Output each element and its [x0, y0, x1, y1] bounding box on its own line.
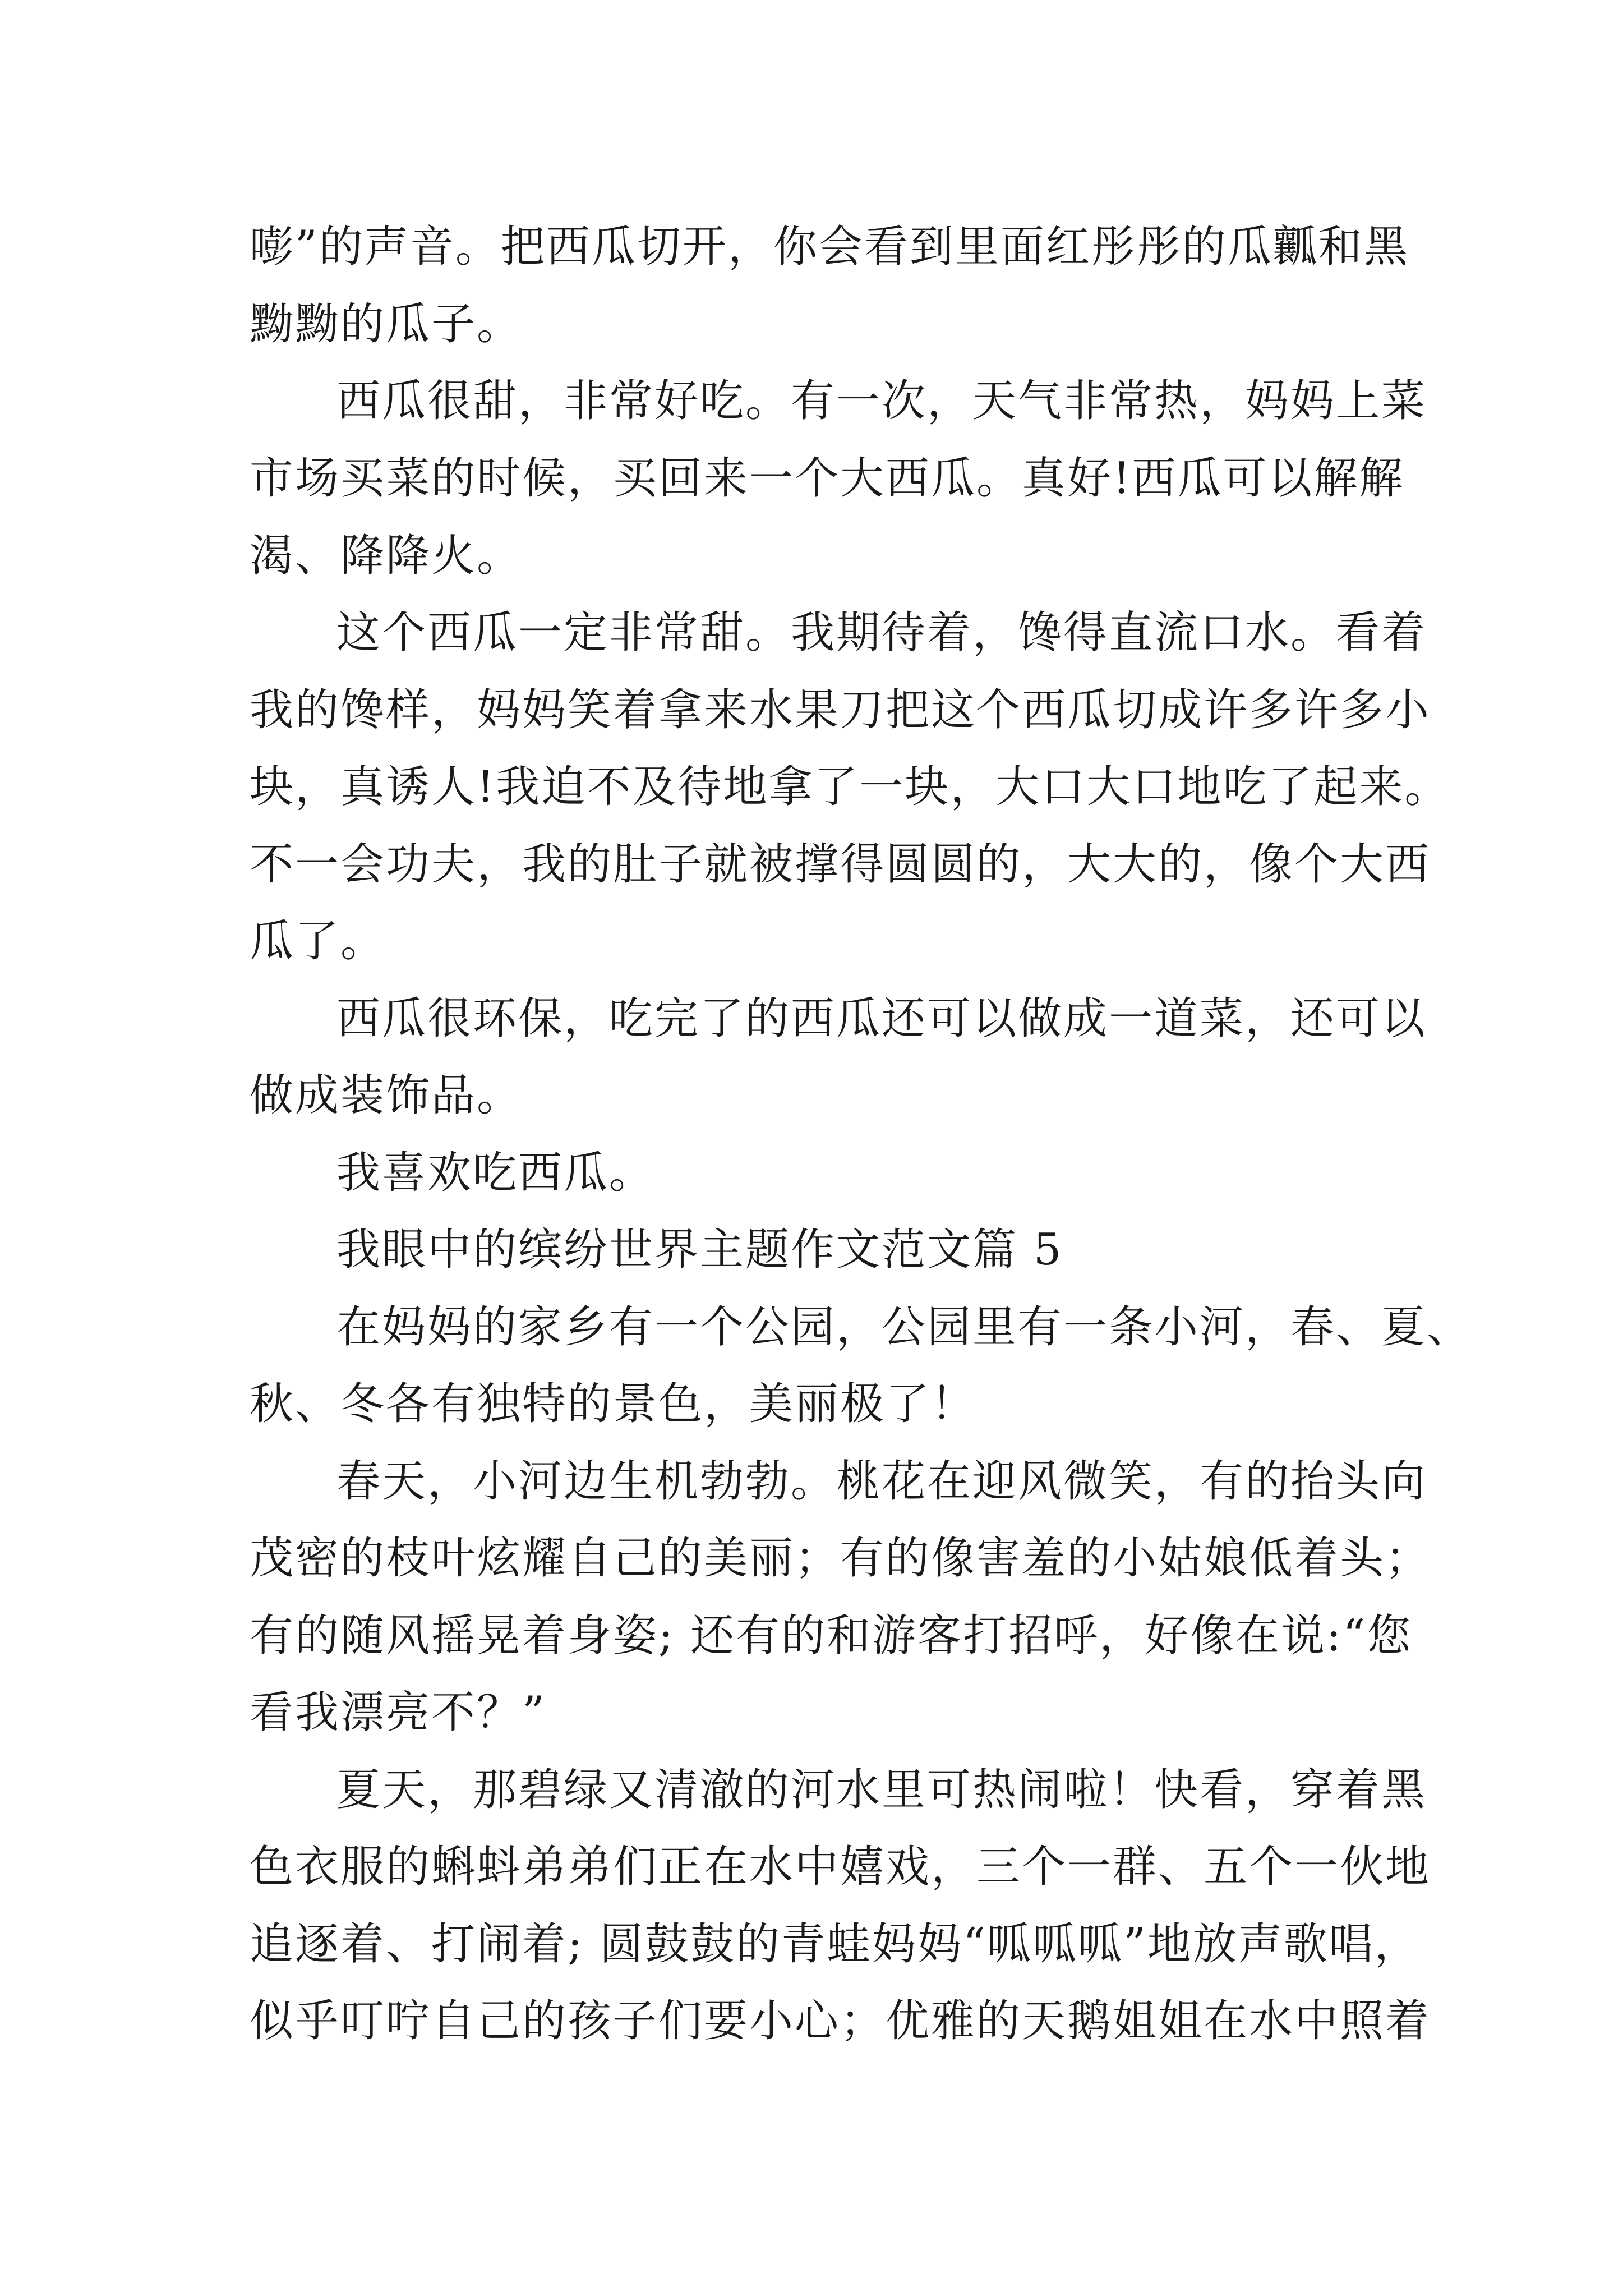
- text-line: 瓜了。: [250, 916, 386, 967]
- text-line: 似乎叮咛自己的孩子们要小心；优雅的天鹅姐姐在水中照着: [250, 1996, 1431, 2046]
- section-heading: 我眼中的缤纷世界主题作文范文篇 5: [336, 1225, 1063, 1275]
- text-line: 渴、降降火。: [250, 531, 523, 581]
- paragraph-line: 西瓜很甜，非常好吃。有一次，天气非常热，妈妈上菜: [336, 376, 1427, 426]
- paragraph-line: 这个西瓜一定非常甜。我期待着，馋得直流口水。看着: [336, 608, 1427, 658]
- paragraph-line: 夏天，那碧绿又清澈的河水里可热闹啦！快看，穿着黑: [336, 1765, 1427, 1815]
- paragraph-line: 春天，小河边生机勃勃。桃花在迎风微笑，有的抬头向: [336, 1456, 1427, 1507]
- text-line: 有的随风摇晃着身姿; 还有的和游客打招呼，好像在说:“您: [250, 1611, 1413, 1661]
- text-line: 看我漂亮不？”: [250, 1687, 546, 1738]
- text-line: 块，真诱人!我迫不及待地拿了一块，大口大口地吃了起来。: [250, 762, 1450, 812]
- text-line: 黝黝的瓜子。: [250, 299, 523, 349]
- paragraph-line: 西瓜很环保，吃完了的西瓜还可以做成一道菜，还可以: [336, 993, 1427, 1044]
- text-line: 不一会功夫，我的肚子就被撑得圆圆的，大大的，像个大西: [250, 839, 1431, 890]
- text-line: 我的馋样，妈妈笑着拿来水果刀把这个西瓜切成许多许多小: [250, 685, 1431, 735]
- paragraph-line: 我喜欢吃西瓜。: [336, 1148, 655, 1198]
- text-line: 市场买菜的时候，买回来一个大西瓜。真好!西瓜可以解解: [250, 453, 1405, 504]
- text-line: 嘭”的声音。把西瓜切开，你会看到里面红彤彤的瓜瓤和黑: [250, 222, 1409, 272]
- text-line: 做成装饰品。: [250, 1070, 523, 1121]
- text-line: 追逐着、打闹着; 圆鼓鼓的青蛙妈妈“呱呱呱”地放声歌唱，: [250, 1919, 1420, 1970]
- text-line: 茂密的枝叶炫耀自己的美丽；有的像害羞的小姑娘低着头；: [250, 1533, 1431, 1584]
- paragraph-line: 在妈妈的家乡有一个公园，公园里有一条小河，春、夏、: [336, 1302, 1473, 1352]
- text-line: 色衣服的蝌蚪弟弟们正在水中嬉戏，三个一群、五个一伙地: [250, 1842, 1431, 1892]
- text-line: 秋、冬各有独特的景色，美丽极了！: [250, 1379, 977, 1429]
